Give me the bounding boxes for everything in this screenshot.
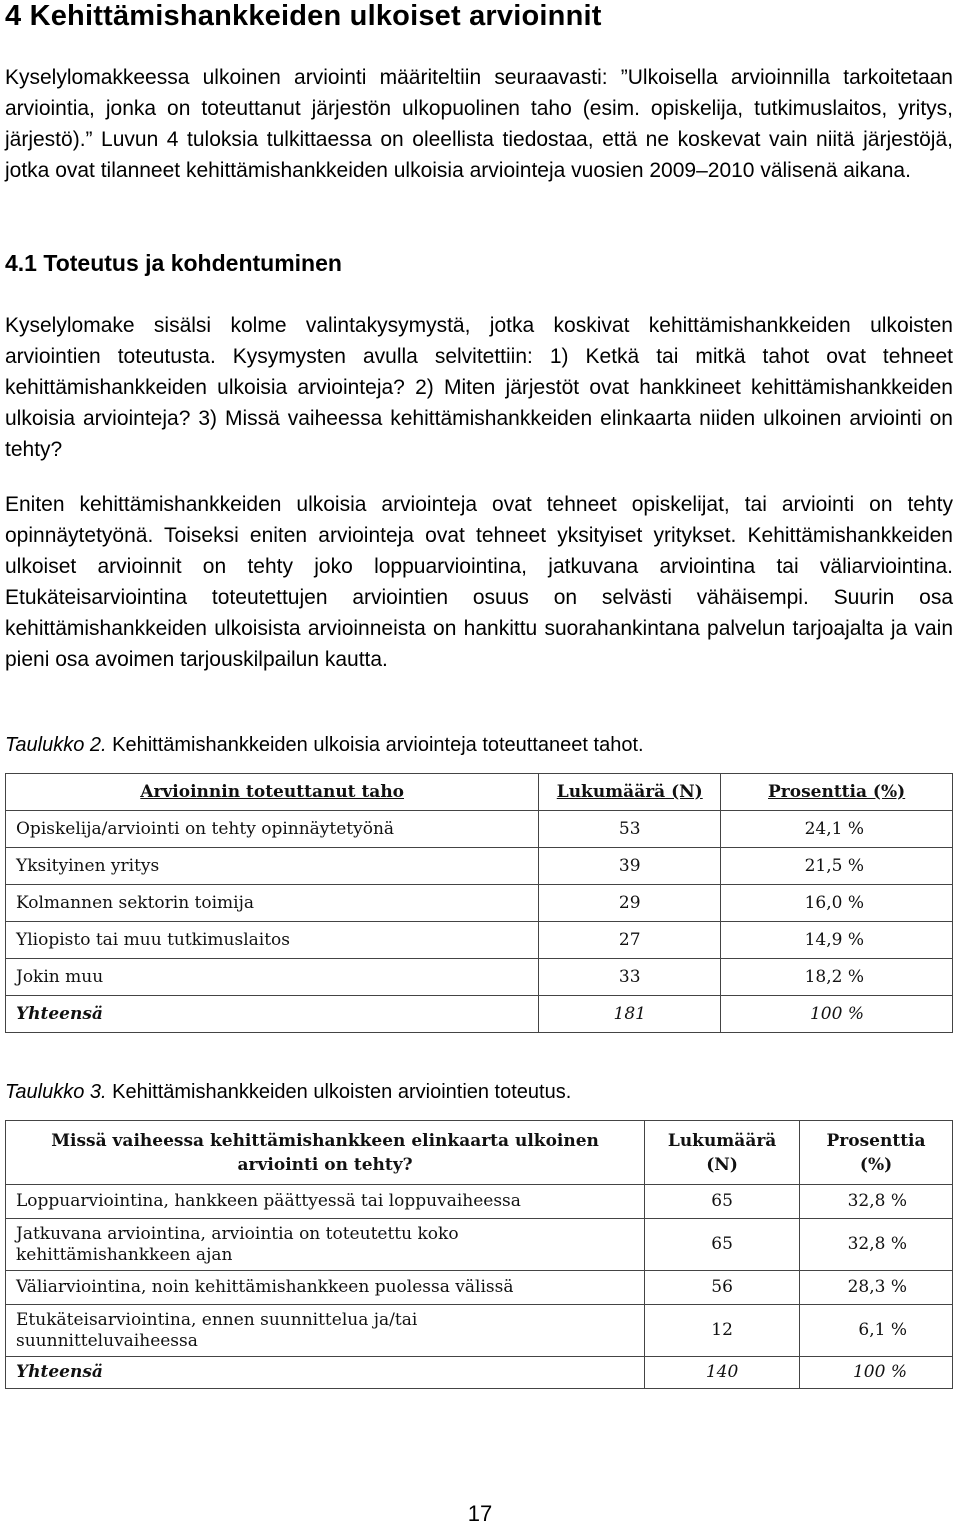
table3-caption-label: Taulukko 3.: [5, 1081, 107, 1103]
section-heading: 4.1 Toteutus ja kohdentuminen: [5, 250, 342, 276]
row-label: Yliopisto tai muu tutkimuslaitos: [6, 922, 539, 959]
row-count: 65: [645, 1219, 800, 1271]
row-percent: 6,1 %: [800, 1305, 953, 1357]
table-row: [6, 1219, 953, 1271]
total-label: Yhteensä: [6, 1357, 645, 1389]
column-header: Lukumäärä (N): [539, 774, 721, 811]
total-percent: 100 %: [800, 1357, 953, 1389]
table-row: [6, 1185, 953, 1219]
row-percent: 18,2 %: [721, 959, 953, 996]
column-header: Missä vaiheessa kehittämishankkeen elinkaarta ulkoinen arviointi on tehty?: [6, 1121, 645, 1185]
row-percent: 16,0 %: [721, 885, 953, 922]
intro-paragraph: Kyselylomakkeessa ulkoinen arviointi määriteltiin seuraavasti: ”Ulkoisella arvioinnilla tarkoitetaan arviointia, jonka on toteuttanut järjestön ulkopuolinen taho (esim. opiskelija, tutkimuslaitos, yritys, järjestö).” Luvun 4 tuloksia tulkittaessa on oleellista tiedostaa, että ne koskevat vain niitä järjestöjä, jotka ovat tilanneet kehittämishankkeiden ulkoisia arviointeja vuosien 2009–2010 välisenä aikana.: [5, 66, 953, 182]
section-paragraph-2: Eniten kehittämishankkeiden ulkoisia arviointeja ovat tehneet opiskelijat, tai arviointi on tehty opinnäytetyönä. Toiseksi eniten arviointeja ovat tehneet yksityiset yritykset. Kehittämishankkeiden ulkoiset arvioinnit on tehty joko loppuarviointina, jatkuvana arviointina tai väliarviointina. Etukäteisarviointina toteutettujen arviointien osuus on selvästi vähäisempi. Suurin osa kehittämishankkeiden ulkoisista arvioinneista on hankittu suorahankintana palvelun tarjoajalta ja vain pieni osa avoimen tarjouskilpailun kautta.: [5, 493, 953, 671]
row-count: 65: [645, 1185, 800, 1219]
row-percent: 21,5 %: [721, 848, 953, 885]
row-label: Loppuarviointina, hankkeen päättyessä tai loppuvaiheessa: [6, 1185, 645, 1219]
total-label: Yhteensä: [6, 996, 539, 1033]
table-header-row: [6, 774, 953, 811]
table-header-row: [6, 1121, 953, 1185]
row-count: 12: [645, 1305, 800, 1357]
row-count: 53: [539, 811, 721, 848]
column-header: Prosenttia (%): [721, 774, 953, 811]
column-header: Lukumäärä (N): [645, 1121, 800, 1185]
row-label: Kolmannen sektorin toimija: [6, 885, 539, 922]
row-count: 29: [539, 885, 721, 922]
table2-caption-text: Kehittämishankkeiden ulkoisia arviointeja toteuttaneet tahot.: [106, 734, 644, 756]
table2-caption: [5, 731, 644, 759]
table2-caption-label: Taulukko 2.: [5, 734, 107, 756]
row-percent: 28,3 %: [800, 1271, 953, 1305]
table3-caption-text: Kehittämishankkeiden ulkoisten arviointien toteutus.: [106, 1081, 572, 1103]
total-count: 140: [645, 1357, 800, 1389]
table-total-row: [6, 996, 953, 1033]
table-evaluators: [5, 773, 953, 1033]
total-count: 181: [539, 996, 721, 1033]
row-label: Etukäteisarviointina, ennen suunnittelua ja/tai suunnitteluvaiheessa: [6, 1305, 645, 1357]
row-percent: 32,8 %: [800, 1185, 953, 1219]
table-row: [6, 885, 953, 922]
row-percent: 24,1 %: [721, 811, 953, 848]
row-label: Väliarviointina, noin kehittämishankkeen puolessa välissä: [6, 1271, 645, 1305]
table-row: [6, 848, 953, 885]
row-count: 33: [539, 959, 721, 996]
row-count: 39: [539, 848, 721, 885]
table-row: [6, 959, 953, 996]
chapter-heading: 4 Kehittämishankkeiden ulkoiset arvioinnit: [5, 0, 602, 32]
table-row: [6, 1305, 953, 1357]
row-percent: 14,9 %: [721, 922, 953, 959]
table-total-row: [6, 1357, 953, 1389]
column-header: Prosenttia (%): [800, 1121, 953, 1185]
table-row: [6, 922, 953, 959]
row-label: Yksityinen yritys: [6, 848, 539, 885]
row-label: Jokin muu: [6, 959, 539, 996]
page-number: 17: [467, 1501, 493, 1526]
table-row: [6, 811, 953, 848]
total-percent: 100 %: [721, 996, 953, 1033]
table-row: [6, 1271, 953, 1305]
table3-caption: [5, 1078, 571, 1106]
row-count: 27: [539, 922, 721, 959]
column-header: Arvioinnin toteuttanut taho: [6, 774, 539, 811]
row-count: 56: [645, 1271, 800, 1305]
table-evaluation-phase: [5, 1120, 953, 1389]
row-label: Opiskelija/arviointi on tehty opinnäytetyönä: [6, 811, 539, 848]
section-paragraph-1: Kyselylomake sisälsi kolme valintakysymystä, jotka koskivat kehittämishankkeiden ulkoisten arviointien toteutusta. Kysymysten avulla selvitettiin: 1) Ketkä tai mitkä tahot ovat tehneet kehittämishankkeiden ulkoisia arviointeja? 2) Miten järjestöt ovat hankkineet kehittämishankkeiden ulkoisia arviointeja? 3) Missä vaiheessa kehittämishankkeiden elinkaarta niiden ulkoinen arviointi on tehty?: [5, 314, 953, 461]
row-percent: 32,8 %: [800, 1219, 953, 1271]
row-label: Jatkuvana arviointina, arviointia on toteutettu koko kehittämishankkeen ajan: [6, 1219, 645, 1271]
